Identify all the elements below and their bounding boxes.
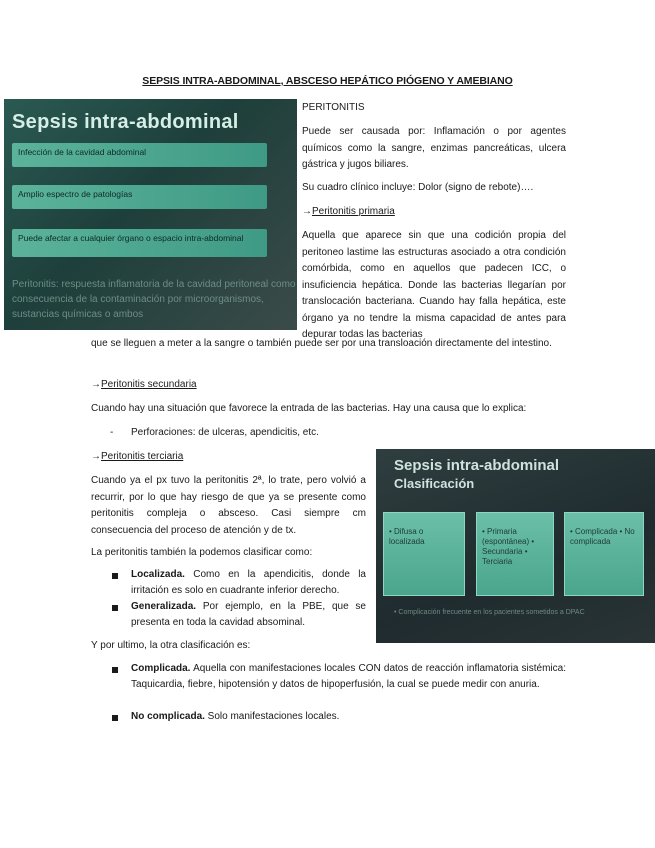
slide-column: • Difusa o localizada (383, 512, 465, 596)
document-title: SEPSIS INTRA-ABDOMINAL, ABSCESO HEPÁTICO PIÓGENO Y AMEBIANO (142, 75, 513, 87)
arrow-icon: → (91, 379, 101, 390)
arrow-icon: → (91, 451, 101, 462)
slide-image-clasificacion (376, 449, 655, 643)
heading-secundaria: →Peritonitis secundaria (91, 379, 197, 390)
section-heading-peritonitis: PERITONITIS (302, 102, 365, 113)
slide-box: Puede afectar a cualquier órgano o espacio intra-abdominal (12, 229, 267, 257)
heading-primaria: →Peritonitis primaria (302, 206, 395, 217)
paragraph-clasificar: La peritonitis también la podemos clasificar como: (91, 547, 313, 558)
dash-bullet: - (110, 427, 114, 438)
square-bullet-icon (112, 667, 118, 673)
slide-note: Peritonitis: respuesta inflamatoria de la cavidad peritoneal como consecuencia de la contaminación por microorganismos, sustancias químicas o ambos (12, 279, 296, 320)
paragraph-ultimo: Y por ultimo, la otra clasificación es: (91, 640, 251, 651)
paragraph-secundaria: Cuando hay una situación que favorece la entrada de las bacterias. Hay una causa que lo explica: (91, 403, 527, 414)
slide-column: • Complicada • No complicada (564, 512, 644, 596)
paragraph-terciaria: Cuando ya el px tuvo la peritonitis 2ª, lo trate, pero volvió a recurrir, por lo que hay riesgo de que ya se presente como peritonitis compleja o absceso. Casi siempre cm consecuencia del proceso de atención y de tx. (91, 475, 366, 536)
slide-subtitle: Clasificación (394, 476, 475, 491)
square-bullet-icon (112, 715, 118, 721)
arrow-icon: → (302, 206, 312, 217)
slide-title: Sepsis intra-abdominal (12, 111, 239, 133)
paragraph-causa: Puede ser causada por: Inflamación o por agentes químicos como la sangre, enzimas pancreáticas, ulcera gástrica y jugos biliares. (302, 126, 566, 170)
slide-box: Infección de la cavidad abdominal (12, 143, 267, 167)
square-bullet-icon (112, 605, 118, 611)
heading-terciaria: →Peritonitis terciaria (91, 451, 184, 462)
bullet-complicada: Complicada. Aquella con manifestaciones locales CON datos de reacción inflamatoria sistémica: Taquicardia, fiebre, hipotensión y datos de hipoperfusión, la cual se puede medir con anuria. (131, 663, 566, 690)
bullet-no-complicada: No complicada. Solo manifestaciones locales. (131, 711, 340, 722)
square-bullet-icon (112, 573, 118, 579)
slide-box: Amplio espectro de patologías (12, 185, 267, 209)
slide-column: • Primaria (espontánea) • Secundaria • Terciaria (476, 512, 554, 596)
slide-note: • Complicación frecuente en los pacientes sometidos a DPAC (394, 609, 585, 616)
bullet-localizada: Localizada. Como en la apendicitis, donde la irritación es solo en cuadrante inferior derecho. (131, 569, 366, 596)
paragraph-cuadro: Su cuadro clínico incluye: Dolor (signo de rebote)…. (302, 182, 534, 193)
slide-title: Sepsis intra-abdominal (394, 457, 560, 474)
bullet-generalizada: Generalizada. Por ejemplo, en la PBE, que se presenta en toda la cavidad absominal. (131, 601, 366, 628)
slide-image-sepsis-definition (4, 99, 297, 330)
paragraph-primaria-cont: que se lleguen a meter a la sangre o también puede ser por una transloación directamente del intestino. (91, 338, 552, 349)
bullet-perforaciones: Perforaciones: de ulceras, apendicitis, etc. (131, 427, 319, 438)
paragraph-primaria: Aquella que aparece sin que una codición propia del peritoneo lastime las estructuras asociado a otra condición comórbida, como en aquellos que padecen ICC, o insuficiencia hepática. Donde las bacterias llegarían por translocación bacteriana. Cuando hay falla hepática, este órgano ya no tendre la misma capacidad de antes para depurar todas las bacterias (302, 230, 566, 340)
